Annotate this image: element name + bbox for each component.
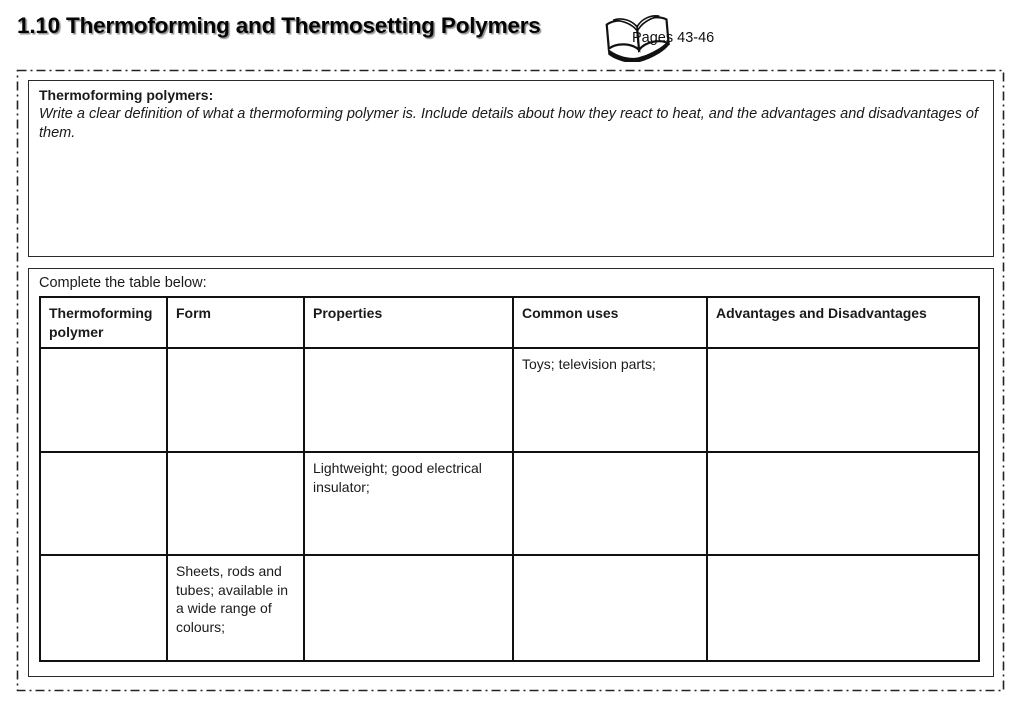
table-cell bbox=[40, 555, 167, 661]
pages-ref-label: Pages 43-46 bbox=[632, 30, 715, 46]
table-cell bbox=[513, 452, 707, 555]
column-header-properties: Properties bbox=[304, 297, 513, 348]
table-cell bbox=[167, 452, 304, 555]
definition-heading: Thermoforming polymers: bbox=[39, 87, 214, 103]
table-cell bbox=[40, 348, 167, 452]
definition-instruction: Write a clear definition of what a thermoforming polymer is. Include details about how they react to heat, and the advantages and disadvantages of them. bbox=[39, 106, 979, 141]
column-header-advantages-disadvantages: Advantages and Disadvantages bbox=[707, 297, 979, 348]
page-title: 1.10 Thermoforming and Thermosetting Polymers bbox=[17, 13, 541, 38]
table-header-row bbox=[40, 297, 979, 348]
table-cell bbox=[304, 348, 513, 452]
pages-reference bbox=[603, 14, 783, 62]
table-section bbox=[28, 268, 994, 677]
table-cell bbox=[40, 452, 167, 555]
table-row bbox=[40, 452, 979, 555]
table-cell bbox=[707, 555, 979, 661]
table-row bbox=[40, 348, 979, 452]
definition-section bbox=[28, 80, 994, 257]
table-cell bbox=[304, 555, 513, 661]
table-row bbox=[40, 555, 979, 661]
table-cell: Lightweight; good electrical insulator; bbox=[304, 452, 513, 555]
table-cell bbox=[513, 555, 707, 661]
table-prompt: Complete the table below: bbox=[39, 275, 207, 291]
column-header-thermoforming-polymer: Thermoforming polymer bbox=[40, 297, 167, 348]
column-header-common-uses: Common uses bbox=[513, 297, 707, 348]
table-cell bbox=[707, 452, 979, 555]
table-cell: Sheets, rods and tubes; available in a wide range of colours; bbox=[167, 555, 304, 661]
column-header-form: Form bbox=[167, 297, 304, 348]
table-cell bbox=[167, 348, 304, 452]
table-cell: Toys; television parts; bbox=[513, 348, 707, 452]
table-cell bbox=[707, 348, 979, 452]
polymer-table bbox=[39, 296, 980, 662]
